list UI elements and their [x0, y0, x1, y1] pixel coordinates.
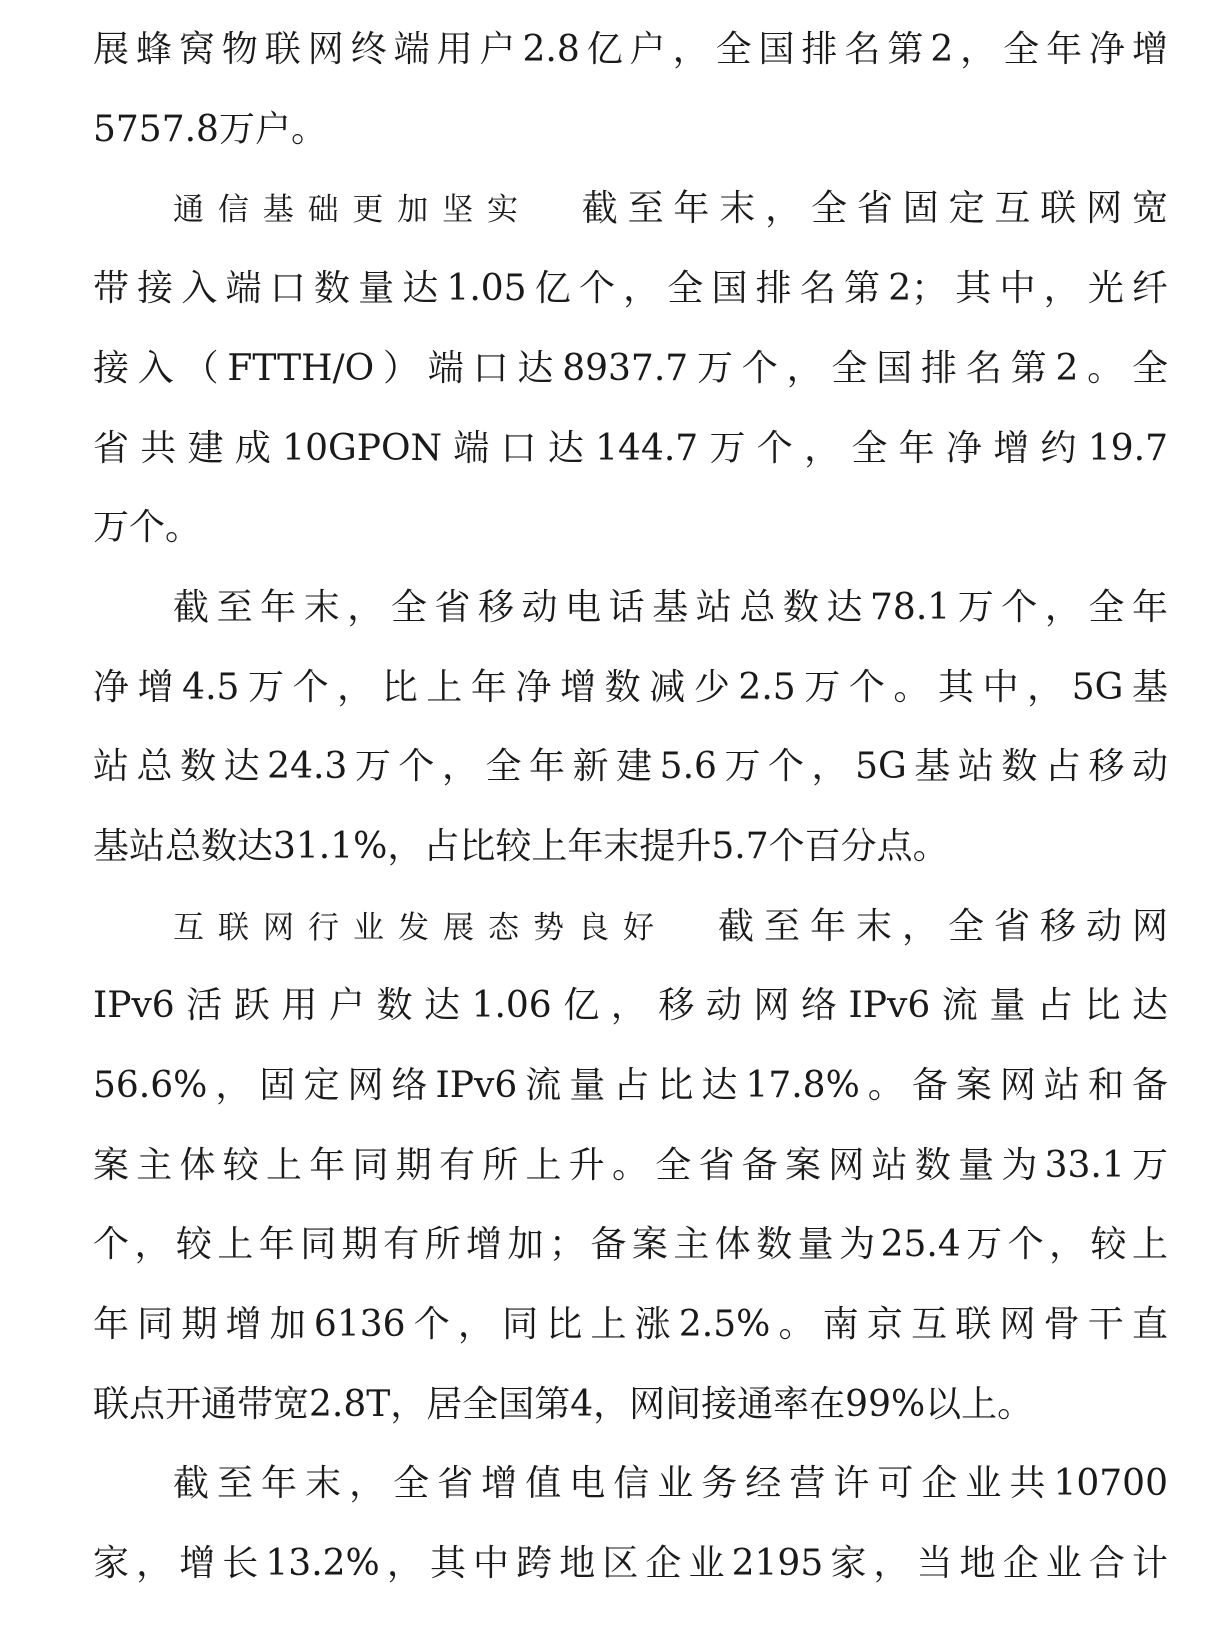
line-text: 联点开通带宽2.8T，居全国第4，网间接通率在99%以上。	[93, 1384, 1034, 1425]
text-line	[93, 1373, 1168, 1437]
text-line	[93, 576, 1168, 640]
text-line	[93, 496, 1168, 560]
line-text: 站总数达24.3万个，全年新建5.6万个，5G基站数占移动	[93, 746, 1168, 787]
document-page	[93, 0, 1168, 1642]
text-line	[93, 257, 1168, 321]
line-text: 年同期增加6136个，同比上涨2.5%。南京互联网骨干直	[93, 1304, 1168, 1345]
line-text: 展蜂窝物联网终端用户2.8亿户，全国排名第2，全年净增	[93, 29, 1168, 70]
text-line	[93, 337, 1168, 401]
line-text: 接入（FTTH/O）端口达8937.7万个，全国排名第2。全	[93, 348, 1168, 389]
line-text: 万个。	[93, 507, 202, 548]
line-text: 省共建成10GPON端口达144.7万个，全年净增约19.7	[93, 428, 1168, 469]
line-text: 基站总数达31.1%，占比较上年末提升5.7个百分点。	[93, 826, 949, 867]
text-line	[93, 974, 1168, 1038]
text-line	[93, 177, 1168, 241]
section-heading: 通信基础更加坚实	[173, 192, 532, 228]
line-text: 截至年末，全省固定互联网宽	[571, 188, 1168, 229]
text-line	[93, 18, 1168, 82]
text-line	[93, 1452, 1168, 1516]
line-text: 净增4.5万个，比上年净增数减少2.5万个。其中，5G基	[93, 667, 1168, 708]
line-text: 截至年末，全省移动电话基站总数达78.1万个，全年	[173, 587, 1168, 628]
text-line	[93, 656, 1168, 720]
line-text: 个，较上年同期有所增加；备案主体数量为25.4万个，较上	[93, 1224, 1168, 1265]
line-text: 56.6%，固定网络IPv6流量占比达17.8%。备案网站和备	[93, 1065, 1168, 1106]
text-line	[93, 1532, 1168, 1596]
line-text: 5757.8万户。	[93, 109, 327, 150]
text-line	[93, 417, 1168, 481]
line-text: 案主体较上年同期有所上升。全省备案网站数量为33.1万	[93, 1145, 1168, 1186]
line-text: IPv6活跃用户数达1.06亿，移动网络IPv6流量占比达	[93, 985, 1168, 1026]
section-heading: 互联网行业发展态势良好	[173, 910, 668, 946]
text-line	[93, 1213, 1168, 1277]
text-line	[93, 1134, 1168, 1198]
text-line	[93, 815, 1168, 879]
text-line	[93, 1293, 1168, 1357]
text-line	[93, 98, 1168, 162]
line-text: 截至年末，全省增值电信业务经营许可企业共10700	[173, 1463, 1168, 1504]
text-line	[93, 735, 1168, 799]
line-text: 截至年末，全省移动网	[708, 906, 1168, 947]
line-text: 家，增长13.2%，其中跨地区企业2195家，当地企业合计	[93, 1543, 1168, 1584]
text-line	[93, 1054, 1168, 1118]
line-text: 带接入端口数量达1.05亿个，全国排名第2；其中，光纤	[93, 268, 1168, 309]
text-line	[93, 895, 1168, 959]
